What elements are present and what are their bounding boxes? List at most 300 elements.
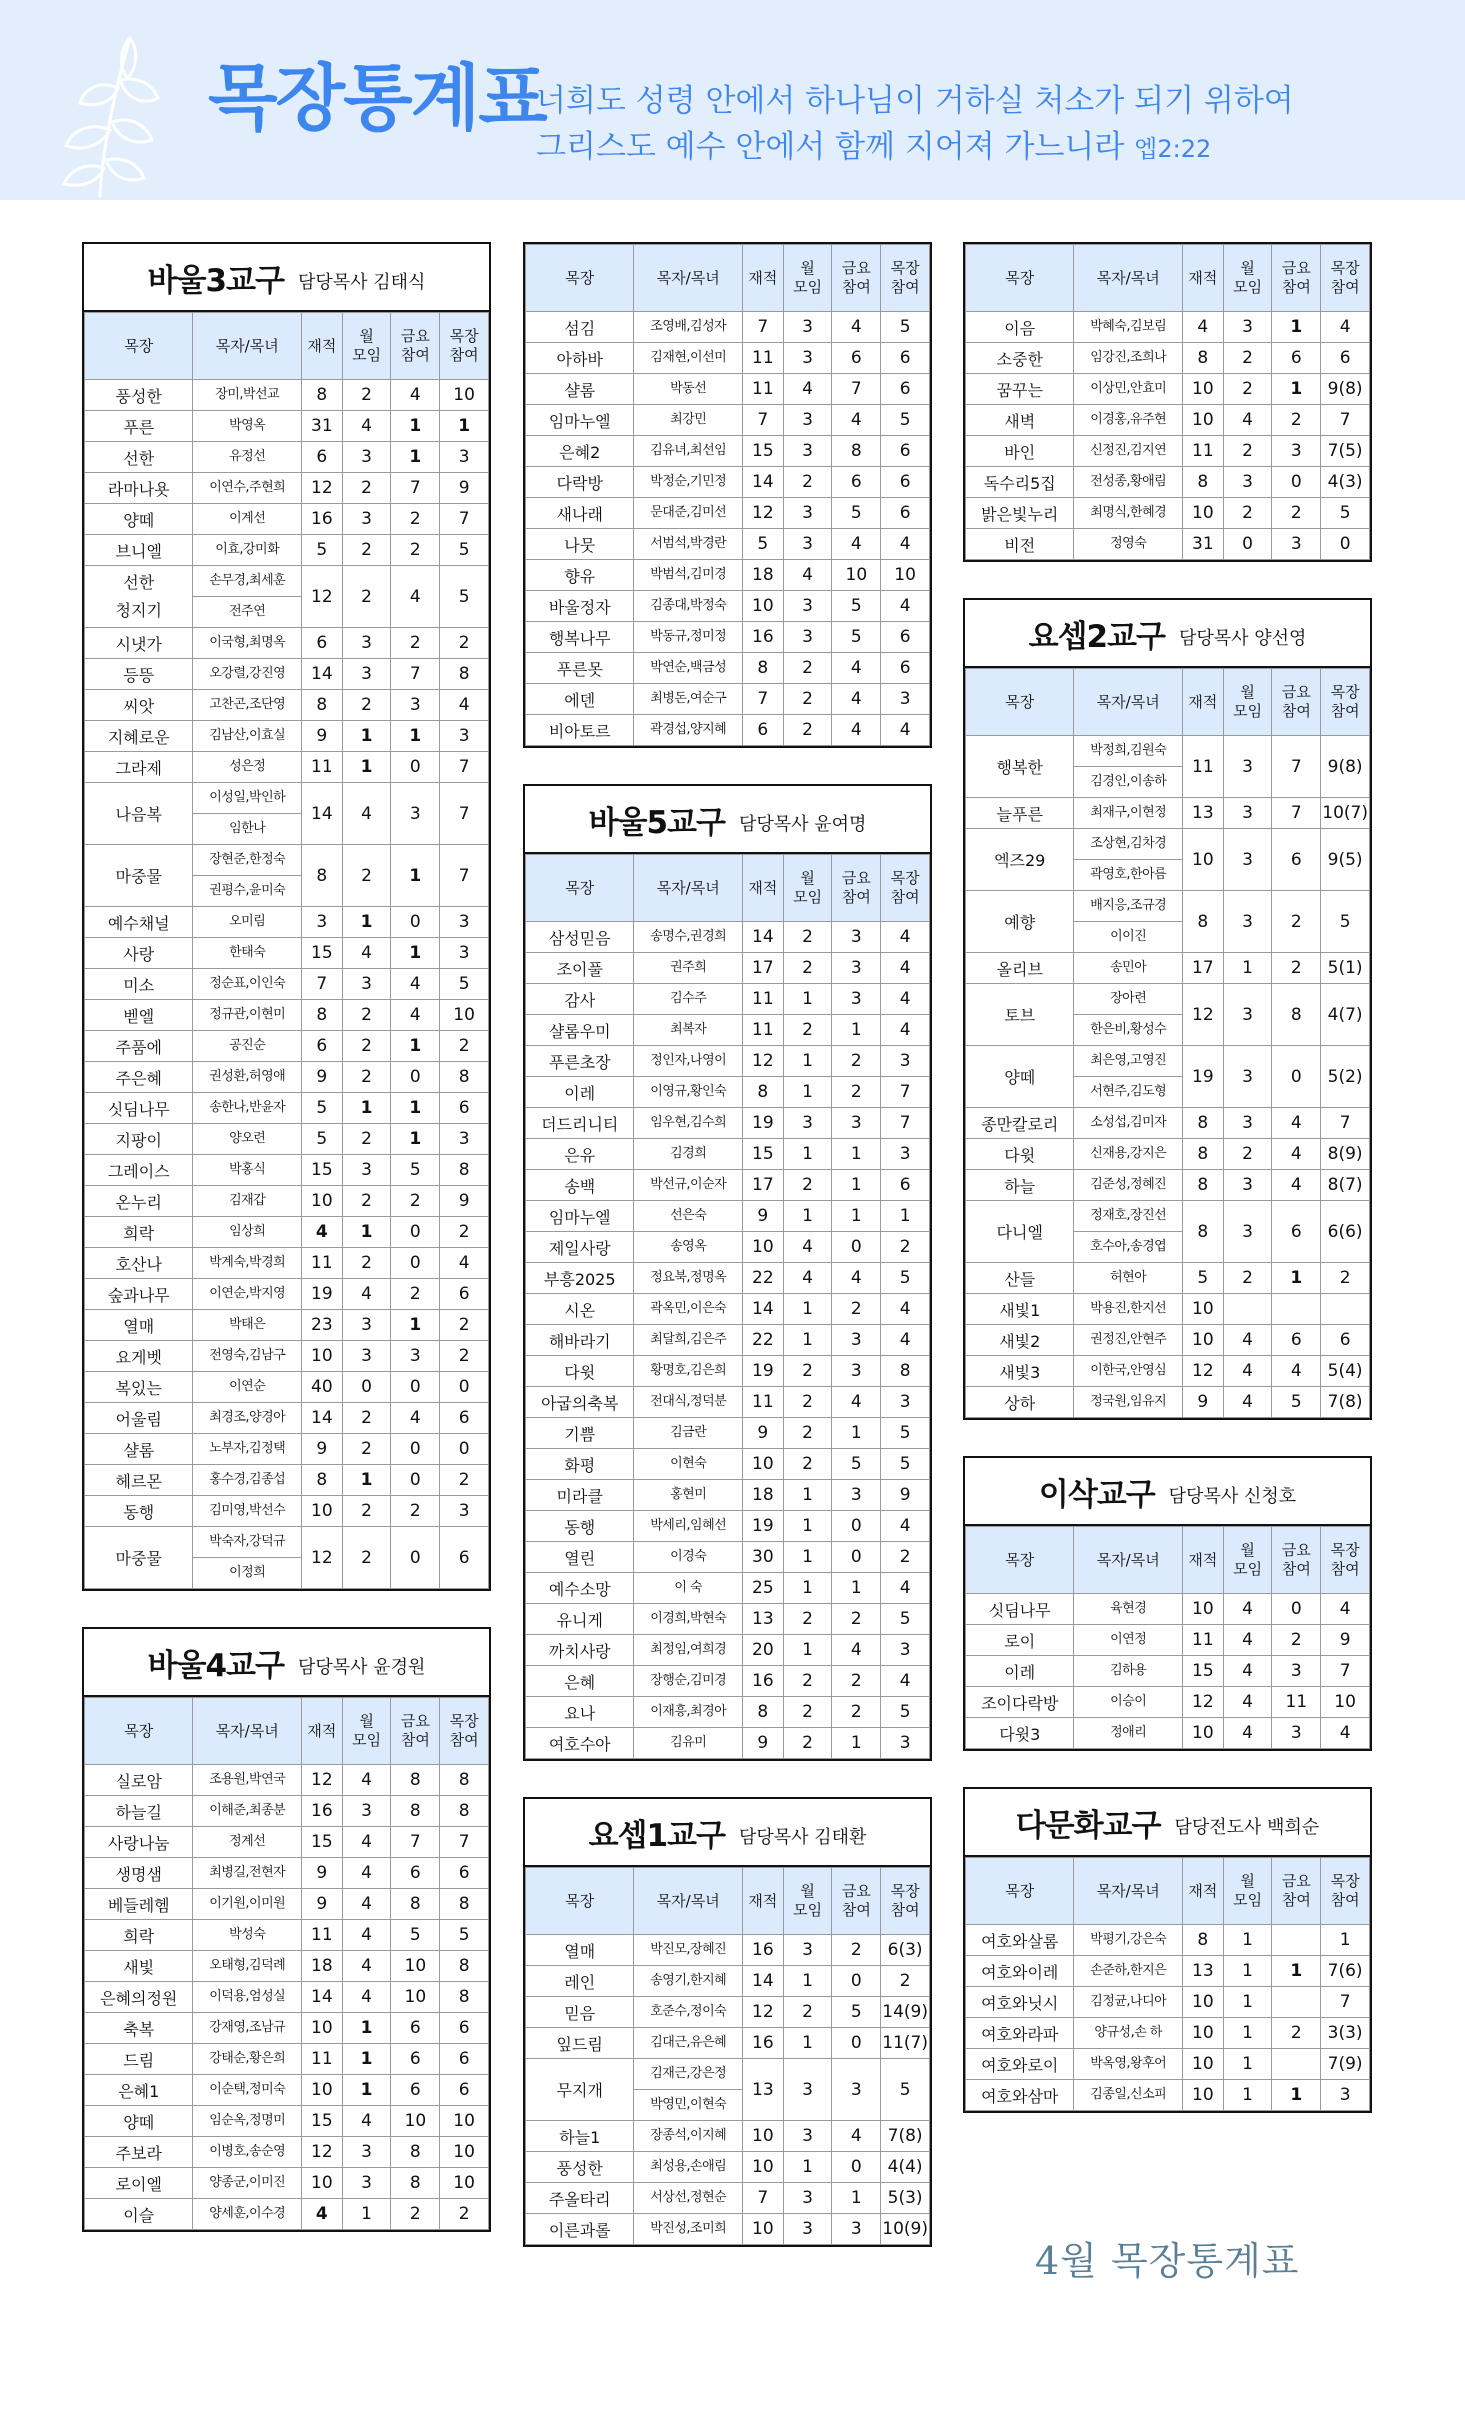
stat-cell: 4 [301,1217,342,1248]
mokjang-name: 로이 [966,1625,1074,1656]
stat-cell: 3 [832,922,881,953]
stat-cell [1321,1294,1370,1325]
stat-cell: 10 [301,1341,342,1372]
header-row [85,313,489,380]
stat-cell: 9 [440,1186,489,1217]
stat-cell: 0 [832,2028,881,2059]
stat-cell: 6 [742,715,783,746]
stat-cell: 3 [783,1935,832,1966]
stat-cell: 17 [1182,953,1223,984]
stat-cell: 3 [440,938,489,969]
mokjang-name: 잎드림 [526,2028,634,2059]
stat-cell: 1 [832,1573,881,1604]
header-banner [0,0,1465,200]
mokjang-name: 상하 [966,1387,1074,1418]
stat-cell: 3 [1321,2080,1370,2111]
stat-cell: 16 [742,2028,783,2059]
stat-cell: 2 [391,628,440,659]
stat-cell: 4 [832,684,881,715]
table-row [85,845,489,907]
table-row [526,1604,930,1635]
leader-name-line: 권성환,허영애 [209,1069,286,1084]
stat-cell: 6 [881,343,930,374]
mokjang-name: 여호와살롬 [966,1925,1074,1956]
column-header: 목자/목녀 [1074,669,1182,736]
stat-cell: 6 [881,467,930,498]
table-row [85,411,489,442]
stat-cell: 2 [783,1387,832,1418]
leader-names [193,1310,301,1341]
stat-cell: 1 [391,721,440,752]
mokjang-name: 마중물 [85,845,193,907]
stat-cell: 12 [742,1046,783,1077]
column-header: 월 모임 [783,245,832,312]
stat-cell: 10 [832,560,881,591]
stat-cell: 1 [783,1511,832,1542]
leader-name-line: 한태숙 [229,945,266,960]
column-header: 목장 [526,855,634,922]
leader-name-line: 이재흥,최경아 [650,1704,727,1719]
stat-cell: 17 [742,1170,783,1201]
table-row [966,1987,1370,2018]
district-header [965,1789,1370,1857]
leader-names [193,1982,301,2013]
mokjang-name: 풍성한 [85,380,193,411]
column-header: 목자/목녀 [1074,1527,1182,1594]
stat-cell: 4 [1223,1594,1272,1625]
district-card [82,1627,491,2232]
stat-cell: 1 [440,411,489,442]
stat-cell: 4 [342,1951,391,1982]
stat-cell: 1 [783,1573,832,1604]
table-row [85,1124,489,1155]
table-row [966,798,1370,829]
mokjang-name: 조이다락방 [966,1687,1074,1718]
leader-name-line: 송민아 [1110,960,1147,975]
mokjang-name: 이레 [526,1077,634,1108]
leader-name-line: 서상선,정현순 [650,2190,727,2205]
mokjang-name: 믿음 [526,1997,634,2028]
stat-cell: 7 [1321,1108,1370,1139]
stat-cell: 1 [832,1170,881,1201]
table-row [966,1356,1370,1387]
stat-cell: 3 [1223,1046,1272,1108]
stat-cell: 1 [832,1015,881,1046]
mokjang-name: 헤르몬 [85,1465,193,1496]
stat-cell: 5 [1182,1263,1223,1294]
stat-cell: 4 [1272,1356,1321,1387]
stat-cell: 8 [391,1765,440,1796]
leader-names [193,566,301,628]
stat-cell: 4 [881,1666,930,1697]
leader-name-line: 손준하,한지은 [1090,1963,1167,1978]
stat-cell: 4 [832,1263,881,1294]
column-header: 재적 [742,855,783,922]
stat-cell: 3 [342,659,391,690]
stat-cell: 5 [391,1920,440,1951]
stat-cell: 2 [1321,1263,1370,1294]
table-row [966,1263,1370,1294]
table-row [526,622,930,653]
table-row [85,1186,489,1217]
table-row [85,907,489,938]
table-row [526,1077,930,1108]
stat-cell: 10 [742,591,783,622]
stat-cell: 8 [1182,1108,1223,1139]
stat-cell: 14(9) [881,1997,930,2028]
stat-cell: 4(3) [1321,467,1370,498]
mokjang-name: 주올타리 [526,2183,634,2214]
table-row [526,1046,930,1077]
verse-line-2-text: 그리스도 예수 안에서 함께 지어져 가느니라 [536,129,1125,165]
stat-cell [1223,1294,1272,1325]
stat-cell: 1 [783,1966,832,1997]
leader-name-line: 임우현,김수희 [650,1115,727,1130]
leader-names [193,1496,301,1527]
leader-names [193,535,301,566]
column-header: 월 모임 [342,313,391,380]
stat-cell: 2 [440,2199,489,2230]
mokjang-name: 시온 [526,1294,634,1325]
leader-name-line: 박성숙 [229,1927,266,1942]
mokjang-name: 향유 [526,560,634,591]
table-row [85,938,489,969]
mokjang-name: 동행 [526,1511,634,1542]
stat-cell: 4 [342,783,391,845]
district-table [965,244,1370,560]
leader-name-line: 양규성,손 하 [1094,2025,1162,2040]
mokjang-name: 해바라기 [526,1325,634,1356]
stat-cell: 3 [783,2121,832,2152]
mokjang-name: 온누리 [85,1186,193,1217]
table-row [966,1718,1370,1749]
stat-cell: 5 [742,529,783,560]
leader-names [1074,1325,1182,1356]
leader-name-line: 최은영,고영진 [1090,1053,1167,1068]
leader-names [193,1279,301,1310]
mokjang-name: 씨앗 [85,690,193,721]
stat-cell: 2 [440,1310,489,1341]
stat-cell: 4 [783,560,832,591]
stat-cell [1272,1987,1321,2018]
table-row [85,690,489,721]
stat-cell: 5 [1321,891,1370,953]
table-row [526,2183,930,2214]
stat-cell: 2 [391,504,440,535]
table-row [966,1139,1370,1170]
district-pastor: 담당목사 윤경원 [297,1657,426,1678]
stat-cell: 4 [1272,1170,1321,1201]
leader-names [1074,312,1182,343]
leader-names [1074,1356,1182,1387]
column-header: 금요 참여 [391,313,440,380]
leader-name-line: 이승이 [1110,1694,1147,1709]
stat-cell: 10 [391,1982,440,2013]
stat-cell: 4 [342,1279,391,1310]
footer-caption: 4월 목장통계표 [1035,2239,1300,2283]
stat-cell: 1 [342,752,391,783]
mokjang-name: 싯딤나무 [85,1093,193,1124]
district-header [84,244,489,312]
stat-cell: 8 [881,1356,930,1387]
table-row [526,591,930,622]
mokjang-name: 새빛3 [966,1356,1074,1387]
table-row [85,2168,489,2199]
stat-cell: 1 [342,1093,391,1124]
mokjang-name: 열매 [85,1310,193,1341]
stat-cell: 10 [301,2075,342,2106]
stat-cell: 12 [1182,1356,1223,1387]
leader-names [1074,2049,1182,2080]
mokjang-name: 시냇가 [85,628,193,659]
leader-name-line: 김유녀,최선임 [650,443,727,458]
stat-cell: 8 [1182,1201,1223,1263]
mokjang-name: 비아토르 [526,715,634,746]
leader-names [634,1387,742,1418]
stat-cell: 10 [1182,1718,1223,1749]
stat-cell: 2 [881,1542,930,1573]
stat-cell: 4 [1272,1139,1321,1170]
stat-cell: 8 [1272,984,1321,1046]
stat-cell: 4 [342,938,391,969]
stat-cell: 9(8) [1321,736,1370,798]
leader-names [1074,1139,1182,1170]
stat-cell: 6 [1321,1325,1370,1356]
leader-names [1074,1294,1182,1325]
leader-name-line: 김수주 [670,991,707,1006]
mokjang-name: 푸른 [85,411,193,442]
mokjang-name: 마중물 [85,1527,193,1589]
stat-cell: 1 [342,1465,391,1496]
stat-cell: 3 [1223,1170,1272,1201]
leader-name-line: 임순옥,정명미 [209,2113,286,2128]
stat-cell: 6 [440,1858,489,1889]
stat-cell: 3 [783,498,832,529]
leader-names [634,1015,742,1046]
stat-cell: 2 [832,1697,881,1728]
stat-cell: 18 [742,560,783,591]
leader-name-line: 최성용,손애림 [650,2159,727,2174]
mokjang-name: 올리브 [966,953,1074,984]
stat-cell: 6 [440,2044,489,2075]
table-row [966,891,1370,953]
table-row [966,2049,1370,2080]
stat-cell: 3 [1223,891,1272,953]
leader-names [1074,1625,1182,1656]
stat-cell: 11(7) [881,2028,930,2059]
mokjang-name: 독수리5집 [966,467,1074,498]
leader-name-line: 박진모,장혜진 [650,1942,727,1957]
leader-name-line: 김남산,이효실 [209,728,286,743]
stat-cell: 2 [342,1062,391,1093]
stat-cell: 4 [1321,312,1370,343]
stat-cell: 31 [301,411,342,442]
district-name: 요셉2교구 [1028,618,1165,655]
stat-cell: 5 [301,535,342,566]
stat-cell: 15 [742,1139,783,1170]
table-row [526,2121,930,2152]
leader-names [634,560,742,591]
column-header: 목장 참여 [881,1868,930,1935]
table-row [85,1310,489,1341]
leader-names [1074,1687,1182,1718]
stat-cell: 8 [301,1465,342,1496]
stat-cell: 13 [742,1604,783,1635]
column-header: 목장 [966,669,1074,736]
stat-cell: 3 [881,1387,930,1418]
stat-cell: 8 [440,1155,489,1186]
table-row [966,498,1370,529]
stat-cell: 2 [342,1527,391,1589]
stat-cell: 9 [301,721,342,752]
column-header: 목자/목녀 [634,1868,742,1935]
stat-cell: 0 [1272,1594,1321,1625]
stat-cell: 5 [881,312,930,343]
mokjang-name: 늘푸른 [966,798,1074,829]
leader-name-line: 김미영,박선수 [209,1503,286,1518]
mokjang-name: 행복나무 [526,622,634,653]
stat-cell: 23 [301,1310,342,1341]
stat-cell: 2 [783,1449,832,1480]
leader-names [193,473,301,504]
stat-cell: 6 [301,442,342,473]
leader-name-line: 최명식,한혜경 [1090,505,1167,520]
stat-cell: 1 [391,1124,440,1155]
stat-cell: 19 [301,1279,342,1310]
leader-names [193,1796,301,1827]
stat-cell: 8 [1182,1139,1223,1170]
stat-cell: 4 [881,715,930,746]
stat-cell: 4 [832,405,881,436]
table-row [526,1542,930,1573]
stat-cell: 3 [391,1341,440,1372]
table-row [966,2080,1370,2111]
stat-cell: 2 [783,467,832,498]
mokjang-name: 제일사랑 [526,1232,634,1263]
leader-names [634,1232,742,1263]
leader-name-line: 권정진,안현주 [1090,1332,1167,1347]
leader-name-line: 김경희 [670,1146,707,1161]
leader-names [634,2059,742,2121]
leader-names [634,1480,742,1511]
header-row [966,669,1370,736]
leader-names [634,922,742,953]
stat-cell: 6 [881,498,930,529]
table-row [966,1325,1370,1356]
column-header: 금요 참여 [832,245,881,312]
stat-cell: 5 [881,1263,930,1294]
mokjang-name: 화평 [526,1449,634,1480]
column-header: 목장 [526,245,634,312]
stat-cell: 6 [440,1279,489,1310]
table-row [966,436,1370,467]
column-header: 금요 참여 [1272,1858,1321,1925]
leader-name-line: 정인자,나영이 [650,1053,727,1068]
stat-cell: 6 [881,622,930,653]
stat-cell: 12 [742,1997,783,2028]
mokjang-name: 싯딤나무 [966,1594,1074,1625]
district-card [963,242,1372,562]
district-name: 바울5교구 [588,804,725,841]
mokjang-name: 행복한 [966,736,1074,798]
leader-names [634,1294,742,1325]
stat-cell: 4 [832,653,881,684]
mokjang-name: 은혜의정원 [85,1982,193,2013]
table-row [526,1449,930,1480]
stat-cell: 2 [391,2199,440,2230]
mokjang-name: 양떼 [966,1046,1074,1108]
table-row [966,1625,1370,1656]
stat-cell: 2 [1272,891,1321,953]
leader-name-line: 권주희 [670,960,707,975]
stat-cell: 14 [742,1294,783,1325]
leader-names [1074,1656,1182,1687]
leader-name-line: 오태형,김덕례 [209,1958,286,1973]
stat-cell: 4 [1223,1687,1272,1718]
leader-name-line: 오강렬,강진영 [209,666,286,681]
leader-names [193,907,301,938]
stat-cell: 1 [783,1480,832,1511]
leader-name-line: 김재현,이선미 [650,350,727,365]
stat-cell: 1 [783,1542,832,1573]
stat-cell: 4 [440,1248,489,1279]
stat-cell: 5 [440,566,489,628]
stat-cell: 11 [1182,436,1223,467]
stat-cell: 3 [832,1480,881,1511]
stat-cell: 14 [301,659,342,690]
district-header [965,600,1370,668]
leader-name-line: 박동규,정미정 [650,629,727,644]
table-row [526,1511,930,1542]
district-table [965,1857,1370,2111]
leader-names [193,2075,301,2106]
stat-cell: 4 [1321,1594,1370,1625]
stat-cell: 1 [391,1310,440,1341]
stat-cell: 9 [742,1201,783,1232]
leader-name-line: 전성종,황애림 [1090,474,1167,489]
stat-cell: 10 [301,2168,342,2199]
table-row [526,1139,930,1170]
mokjang-name: 기쁨 [526,1418,634,1449]
leader-names [1074,405,1182,436]
stat-cell: 2 [832,1077,881,1108]
stat-cell: 10 [1182,374,1223,405]
stat-cell: 7 [391,659,440,690]
leader-name-line: 박영옥 [229,418,266,433]
table-row [85,2013,489,2044]
stat-cell: 10 [301,2013,342,2044]
stat-cell: 14 [742,467,783,498]
stat-cell: 1 [1272,312,1321,343]
stat-cell: 0 [391,1465,440,1496]
stat-cell: 4 [832,1635,881,1666]
leader-names [193,1827,301,1858]
stat-cell: 7(5) [1321,436,1370,467]
stat-cell: 3 [881,1635,930,1666]
column-left [82,242,491,2268]
mokjang-name: 섬김 [526,312,634,343]
stat-cell: 3 [440,1496,489,1527]
stat-cell: 4 [1321,1718,1370,1749]
stat-cell: 2 [342,1403,391,1434]
stat-cell: 1 [783,984,832,1015]
leader-name-line: 최재구,이현정 [1090,805,1167,820]
stat-cell: 5 [881,1697,930,1728]
table-row [526,1232,930,1263]
leader-name-line: 정영숙 [1110,536,1147,551]
leader-name-line: 양종군,이미진 [209,2175,286,2190]
table-row [85,969,489,1000]
